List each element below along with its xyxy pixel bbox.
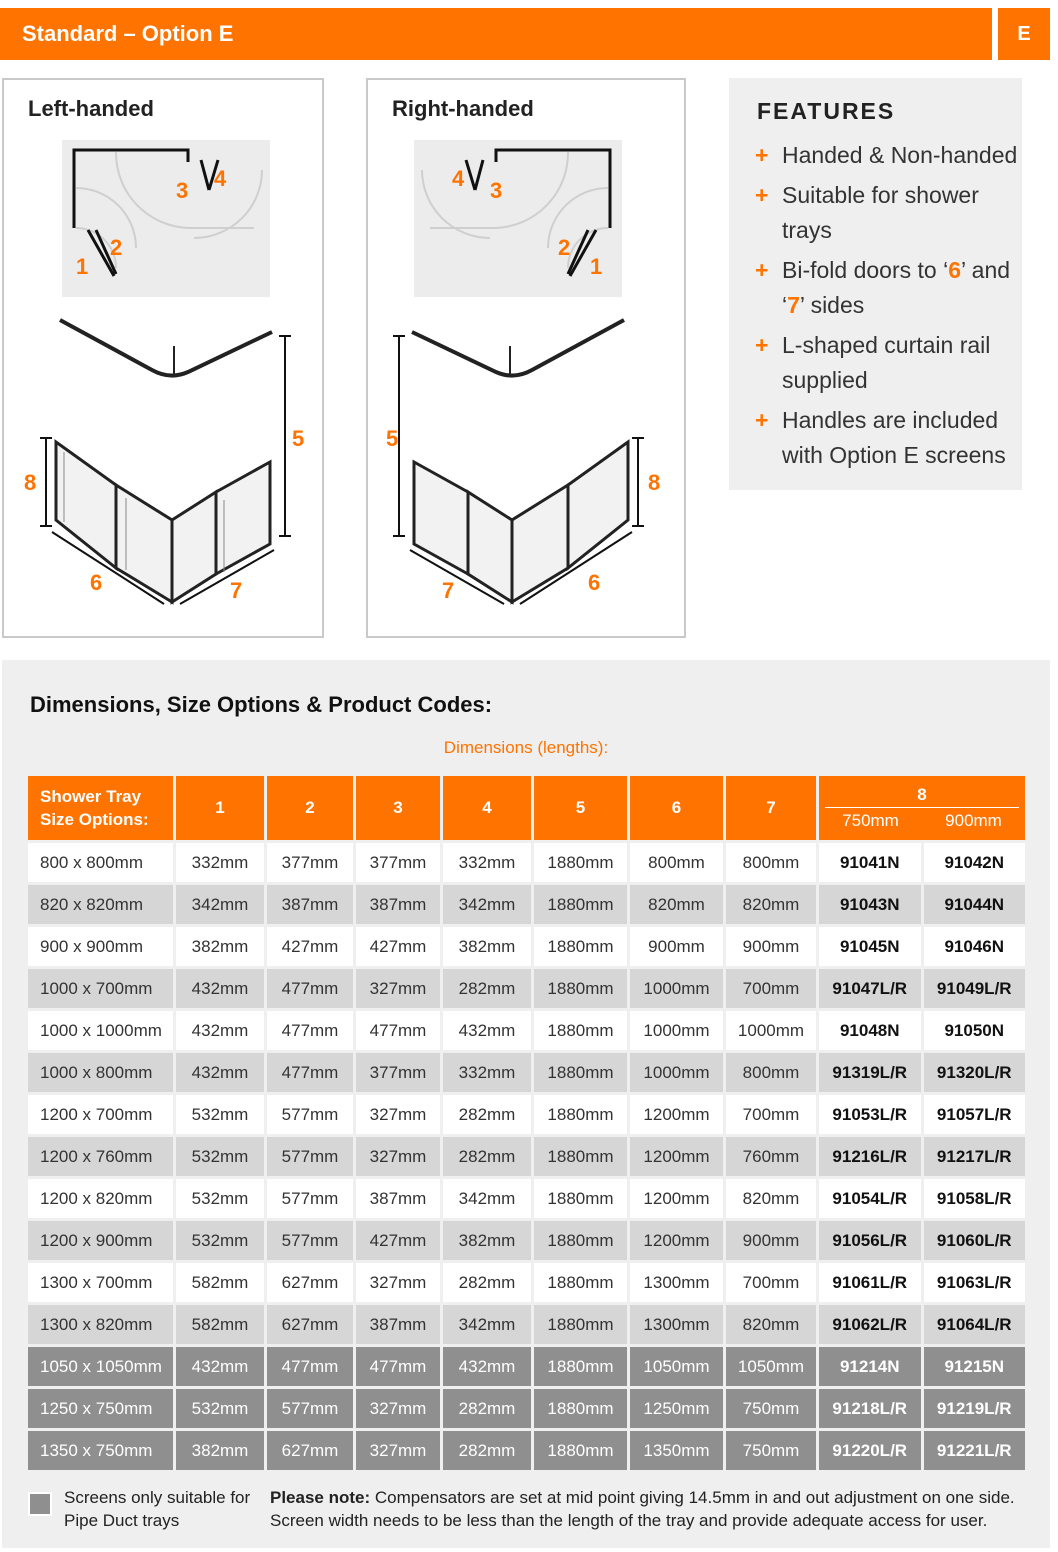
header-col-5: 5 [534, 776, 627, 840]
dimensions-subtitle: Dimensions (lengths): [443, 738, 609, 757]
table-row [28, 1431, 1025, 1470]
feature-item: + Bi-fold doors to ‘6’ and ‘7’ sides [755, 253, 1025, 323]
dimension-cell: 282mm [443, 1095, 531, 1134]
dimension-cell: 1880mm [534, 1263, 627, 1302]
dimension-cell: 477mm [267, 1347, 353, 1386]
dimension-cell: 1880mm [534, 1053, 627, 1092]
product-code-cell: 91062L/R [819, 1305, 921, 1344]
dimension-cell: 342mm [443, 1179, 531, 1218]
product-code-cell: 91221L/R [924, 1431, 1026, 1470]
dimension-cell: 1880mm [534, 1095, 627, 1134]
table-row [28, 1095, 1025, 1134]
dimension-cell: 900mm [726, 1221, 816, 1260]
table-row [28, 1179, 1025, 1218]
dimension-cell: 377mm [356, 843, 440, 882]
dimension-cell: 577mm [267, 1137, 353, 1176]
dimension-cell: 432mm [443, 1347, 531, 1386]
dimension-cell: 1880mm [534, 1389, 627, 1428]
table-row [28, 1053, 1025, 1092]
dimension-cell: 1200mm [630, 1137, 723, 1176]
header-size: Shower Tray Size Options: [28, 776, 173, 840]
size-cell: 1000 x 1000mm [28, 1011, 173, 1050]
label-4: 4 [214, 166, 227, 191]
dimension-cell: 1350mm [630, 1431, 723, 1470]
label-1: 1 [76, 254, 89, 279]
dimension-cell: 1880mm [534, 843, 627, 882]
right-handed-diagram [368, 80, 688, 640]
dimension-cell: 582mm [176, 1263, 264, 1302]
feature-item: + Handles are included with Option E screens [755, 403, 1025, 473]
size-cell: 820 x 820mm [28, 885, 173, 924]
note-line-2: Screen width needs to be less than the length of the tray and provide adequate access for user. [270, 1511, 988, 1530]
dimension-cell: 820mm [630, 885, 723, 924]
size-cell: 1200 x 760mm [28, 1137, 173, 1176]
header-col-7: 7 [726, 776, 816, 840]
dimension-cell: 1880mm [534, 1179, 627, 1218]
right-handed-panel [366, 78, 686, 638]
table-row [28, 1305, 1025, 1344]
please-note [270, 1486, 1040, 1532]
dimension-cell: 532mm [176, 1137, 264, 1176]
label-2: 2 [110, 235, 123, 260]
table-row [28, 1389, 1025, 1428]
dimension-cell: 327mm [356, 1137, 440, 1176]
features-title: FEATURES [757, 98, 896, 124]
dimension-cell: 820mm [726, 1179, 816, 1218]
size-cell: 1300 x 700mm [28, 1263, 173, 1302]
dimension-cell: 327mm [356, 1263, 440, 1302]
dimension-cell: 432mm [443, 1011, 531, 1050]
dimension-cell: 1880mm [534, 1347, 627, 1386]
dimension-cell: 382mm [176, 1431, 264, 1470]
dimension-cell: 387mm [356, 1305, 440, 1344]
pipe-duct-swatch [28, 1492, 52, 1516]
dimension-cell: 1250mm [630, 1389, 723, 1428]
label-8: 8 [24, 470, 37, 495]
product-code-cell: 91217L/R [924, 1137, 1026, 1176]
dimension-cell: 282mm [443, 1137, 531, 1176]
size-cell: 1300 x 820mm [28, 1305, 173, 1344]
dimension-cell: 750mm [726, 1431, 816, 1470]
product-code-cell: 91042N [924, 843, 1026, 882]
product-code-cell: 91215N [924, 1347, 1026, 1386]
dimension-cell: 332mm [443, 843, 531, 882]
note-line-1: Compensators are set at mid point giving 14.5mm in and out adjustment on one side. [374, 1488, 1015, 1507]
dimension-cell: 627mm [267, 1263, 353, 1302]
dimension-cell: 1880mm [534, 885, 627, 924]
size-cell: 1200 x 820mm [28, 1179, 173, 1218]
dimension-cell: 477mm [267, 1053, 353, 1092]
dimension-cell: 427mm [356, 1221, 440, 1260]
dimensions-title: Dimensions, Size Options & Product Codes: [30, 692, 493, 717]
label-1: 1 [590, 254, 603, 279]
product-code-cell: 91050N [924, 1011, 1026, 1050]
product-code-cell: 91056L/R [819, 1221, 921, 1260]
plan-view-background [62, 140, 270, 297]
dimension-cell: 387mm [267, 885, 353, 924]
left-handed-diagram [4, 80, 326, 640]
option-badge: E [998, 8, 1050, 60]
dimensions-table [25, 773, 1028, 1473]
product-code-cell: 91041N [819, 843, 921, 882]
table-header-row [28, 776, 1025, 840]
dimension-cell: 532mm [176, 1179, 264, 1218]
header-col-4: 4 [443, 776, 531, 840]
dimension-cell: 1000mm [726, 1011, 816, 1050]
dimension-cell: 627mm [267, 1305, 353, 1344]
product-code-cell: 91048N [819, 1011, 921, 1050]
header-col-8-label: 8 [825, 785, 1019, 808]
size-cell: 1200 x 900mm [28, 1221, 173, 1260]
dimension-cell: 332mm [443, 1053, 531, 1092]
table-row [28, 1221, 1025, 1260]
product-code-cell: 91058L/R [924, 1179, 1026, 1218]
dimension-cell: 800mm [630, 843, 723, 882]
legend-text: Screens only suitable for Pipe Duct trays [64, 1488, 251, 1530]
dimension-cell: 1880mm [534, 1011, 627, 1050]
dimension-cell: 282mm [443, 1431, 531, 1470]
dimension-cell: 627mm [267, 1431, 353, 1470]
dimension-cell: 327mm [356, 1431, 440, 1470]
dimension-cell: 282mm [443, 1263, 531, 1302]
product-code-cell: 91218L/R [819, 1389, 921, 1428]
dimension-cell: 1880mm [534, 969, 627, 1008]
note-label: Please note: [270, 1488, 371, 1507]
feature-item: + L-shaped curtain rail supplied [755, 328, 1025, 398]
product-code-cell: 91045N [819, 927, 921, 966]
dimension-cell: 1200mm [630, 1221, 723, 1260]
table-row [28, 885, 1025, 924]
product-code-cell: 91319L/R [819, 1053, 921, 1092]
table-row [28, 843, 1025, 882]
product-code-cell: 91060L/R [924, 1221, 1026, 1260]
label-3: 3 [490, 178, 503, 203]
dimension-cell: 532mm [176, 1221, 264, 1260]
product-code-cell: 91219L/R [924, 1389, 1026, 1428]
dimension-cell: 332mm [176, 843, 264, 882]
dimension-cell: 1000mm [630, 1011, 723, 1050]
dimension-cell: 900mm [726, 927, 816, 966]
product-code-cell: 91061L/R [819, 1263, 921, 1302]
product-code-cell: 91064L/R [924, 1305, 1026, 1344]
curtain-rail [60, 320, 272, 376]
dimension-cell: 1300mm [630, 1305, 723, 1344]
table-row [28, 1347, 1025, 1386]
size-cell: 1050 x 1050mm [28, 1347, 173, 1386]
dimension-cell: 577mm [267, 1179, 353, 1218]
dimension-cell: 342mm [443, 1305, 531, 1344]
dimension-cell: 327mm [356, 1389, 440, 1428]
plus-icon: + [755, 182, 769, 208]
feature-item: + Handed & Non-handed [755, 138, 1025, 173]
label-6: 6 [588, 570, 601, 595]
dimension-cell: 477mm [356, 1011, 440, 1050]
size-cell: 800 x 800mm [28, 843, 173, 882]
left-handed-title: Left-handed [28, 96, 154, 121]
dimension-cell: 1200mm [630, 1179, 723, 1218]
dimensions-section [2, 660, 1050, 1548]
table-row [28, 1011, 1025, 1050]
size-cell: 1200 x 700mm [28, 1095, 173, 1134]
dimension-cell: 1050mm [726, 1347, 816, 1386]
product-code-cell: 91320L/R [924, 1053, 1026, 1092]
dimension-cell: 532mm [176, 1095, 264, 1134]
dimension-cell: 1880mm [534, 1431, 627, 1470]
dimension-cell: 377mm [267, 843, 353, 882]
product-code-cell: 91057L/R [924, 1095, 1026, 1134]
label-7: 7 [230, 578, 243, 603]
table-row [28, 969, 1025, 1008]
table-row [28, 1263, 1025, 1302]
product-code-cell: 91216L/R [819, 1137, 921, 1176]
features-box [729, 78, 1022, 490]
product-code-cell: 91046N [924, 927, 1026, 966]
page-title: Standard – Option E [22, 21, 234, 46]
dimension-cell: 432mm [176, 969, 264, 1008]
dimension-cell: 327mm [356, 969, 440, 1008]
dimension-cell: 1050mm [630, 1347, 723, 1386]
dimension-cell: 432mm [176, 1347, 264, 1386]
dimension-cell: 382mm [443, 1221, 531, 1260]
dimension-cell: 432mm [176, 1011, 264, 1050]
dimension-cell: 282mm [443, 1389, 531, 1428]
product-code-cell: 91220L/R [819, 1431, 921, 1470]
dimension-cell: 700mm [726, 1263, 816, 1302]
feature-item: + Suitable for shower trays [755, 178, 1025, 248]
dimension-cell: 577mm [267, 1221, 353, 1260]
header-750: 750mm [842, 811, 899, 830]
label-2: 2 [558, 235, 571, 260]
dimension-cell: 377mm [356, 1053, 440, 1092]
dimension-cell: 532mm [176, 1389, 264, 1428]
header-col-1: 1 [176, 776, 264, 840]
plus-icon: + [755, 407, 769, 433]
right-handed-title: Right-handed [392, 96, 534, 121]
plus-icon: + [755, 142, 769, 168]
dimension-cell: 432mm [176, 1053, 264, 1092]
header-col-6: 6 [630, 776, 723, 840]
dimension-cell: 1000mm [630, 1053, 723, 1092]
product-code-cell: 91053L/R [819, 1095, 921, 1134]
dimension-cell: 342mm [443, 885, 531, 924]
dimension-cell: 820mm [726, 885, 816, 924]
dimension-cell: 760mm [726, 1137, 816, 1176]
product-code-cell: 91063L/R [924, 1263, 1026, 1302]
dimension-cell: 1000mm [630, 969, 723, 1008]
dimension-cell: 427mm [356, 927, 440, 966]
product-code-cell: 91214N [819, 1347, 921, 1386]
dimension-cell: 427mm [267, 927, 353, 966]
dimension-cell: 750mm [726, 1389, 816, 1428]
product-code-cell: 91044N [924, 885, 1026, 924]
product-code-cell: 91047L/R [819, 969, 921, 1008]
dimension-cell: 800mm [726, 843, 816, 882]
dimension-cell: 577mm [267, 1095, 353, 1134]
product-code-cell: 91054L/R [819, 1179, 921, 1218]
label-5: 5 [292, 426, 305, 451]
dimension-cell: 282mm [443, 969, 531, 1008]
product-code-cell: 91049L/R [924, 969, 1026, 1008]
dimension-cell: 1300mm [630, 1263, 723, 1302]
table-row [28, 1137, 1025, 1176]
dimension-cell: 1200mm [630, 1095, 723, 1134]
dimension-cell: 900mm [630, 927, 723, 966]
size-cell: 1000 x 800mm [28, 1053, 173, 1092]
dimension-cell: 820mm [726, 1305, 816, 1344]
label-7: 7 [442, 578, 455, 603]
dimension-cell: 700mm [726, 1095, 816, 1134]
size-cell: 1350 x 750mm [28, 1431, 173, 1470]
dimension-cell: 1880mm [534, 927, 627, 966]
size-cell: 1250 x 750mm [28, 1389, 173, 1428]
size-cell: 900 x 900mm [28, 927, 173, 966]
dimension-cell: 477mm [356, 1347, 440, 1386]
left-handed-panel [2, 78, 324, 638]
dimension-cell: 382mm [443, 927, 531, 966]
label-3: 3 [176, 178, 189, 203]
dimension-cell: 387mm [356, 885, 440, 924]
dimension-cell: 327mm [356, 1095, 440, 1134]
header-900: 900mm [945, 811, 1002, 830]
dimension-cell: 1880mm [534, 1137, 627, 1176]
dimension-cell: 800mm [726, 1053, 816, 1092]
table-body [28, 843, 1025, 1470]
header-col-8 [819, 776, 1025, 840]
features-list [755, 138, 1025, 478]
dimension-cell: 577mm [267, 1389, 353, 1428]
dimension-cell: 1880mm [534, 1305, 627, 1344]
label-6: 6 [90, 570, 103, 595]
dimension-cell: 342mm [176, 885, 264, 924]
header-col-2: 2 [267, 776, 353, 840]
label-8: 8 [648, 470, 661, 495]
dimension-cell: 1880mm [534, 1221, 627, 1260]
section-header [0, 8, 992, 60]
dimension-cell: 387mm [356, 1179, 440, 1218]
size-cell: 1000 x 700mm [28, 969, 173, 1008]
label-5: 5 [386, 426, 399, 451]
table-row [28, 927, 1025, 966]
dimension-cell: 700mm [726, 969, 816, 1008]
plus-icon: + [755, 257, 769, 283]
dimension-cell: 477mm [267, 969, 353, 1008]
product-code-cell: 91043N [819, 885, 921, 924]
plus-icon: + [755, 332, 769, 358]
dimension-cell: 477mm [267, 1011, 353, 1050]
header-col-3: 3 [356, 776, 440, 840]
label-4: 4 [452, 166, 465, 191]
dimension-cell: 382mm [176, 927, 264, 966]
dimension-cell: 582mm [176, 1305, 264, 1344]
